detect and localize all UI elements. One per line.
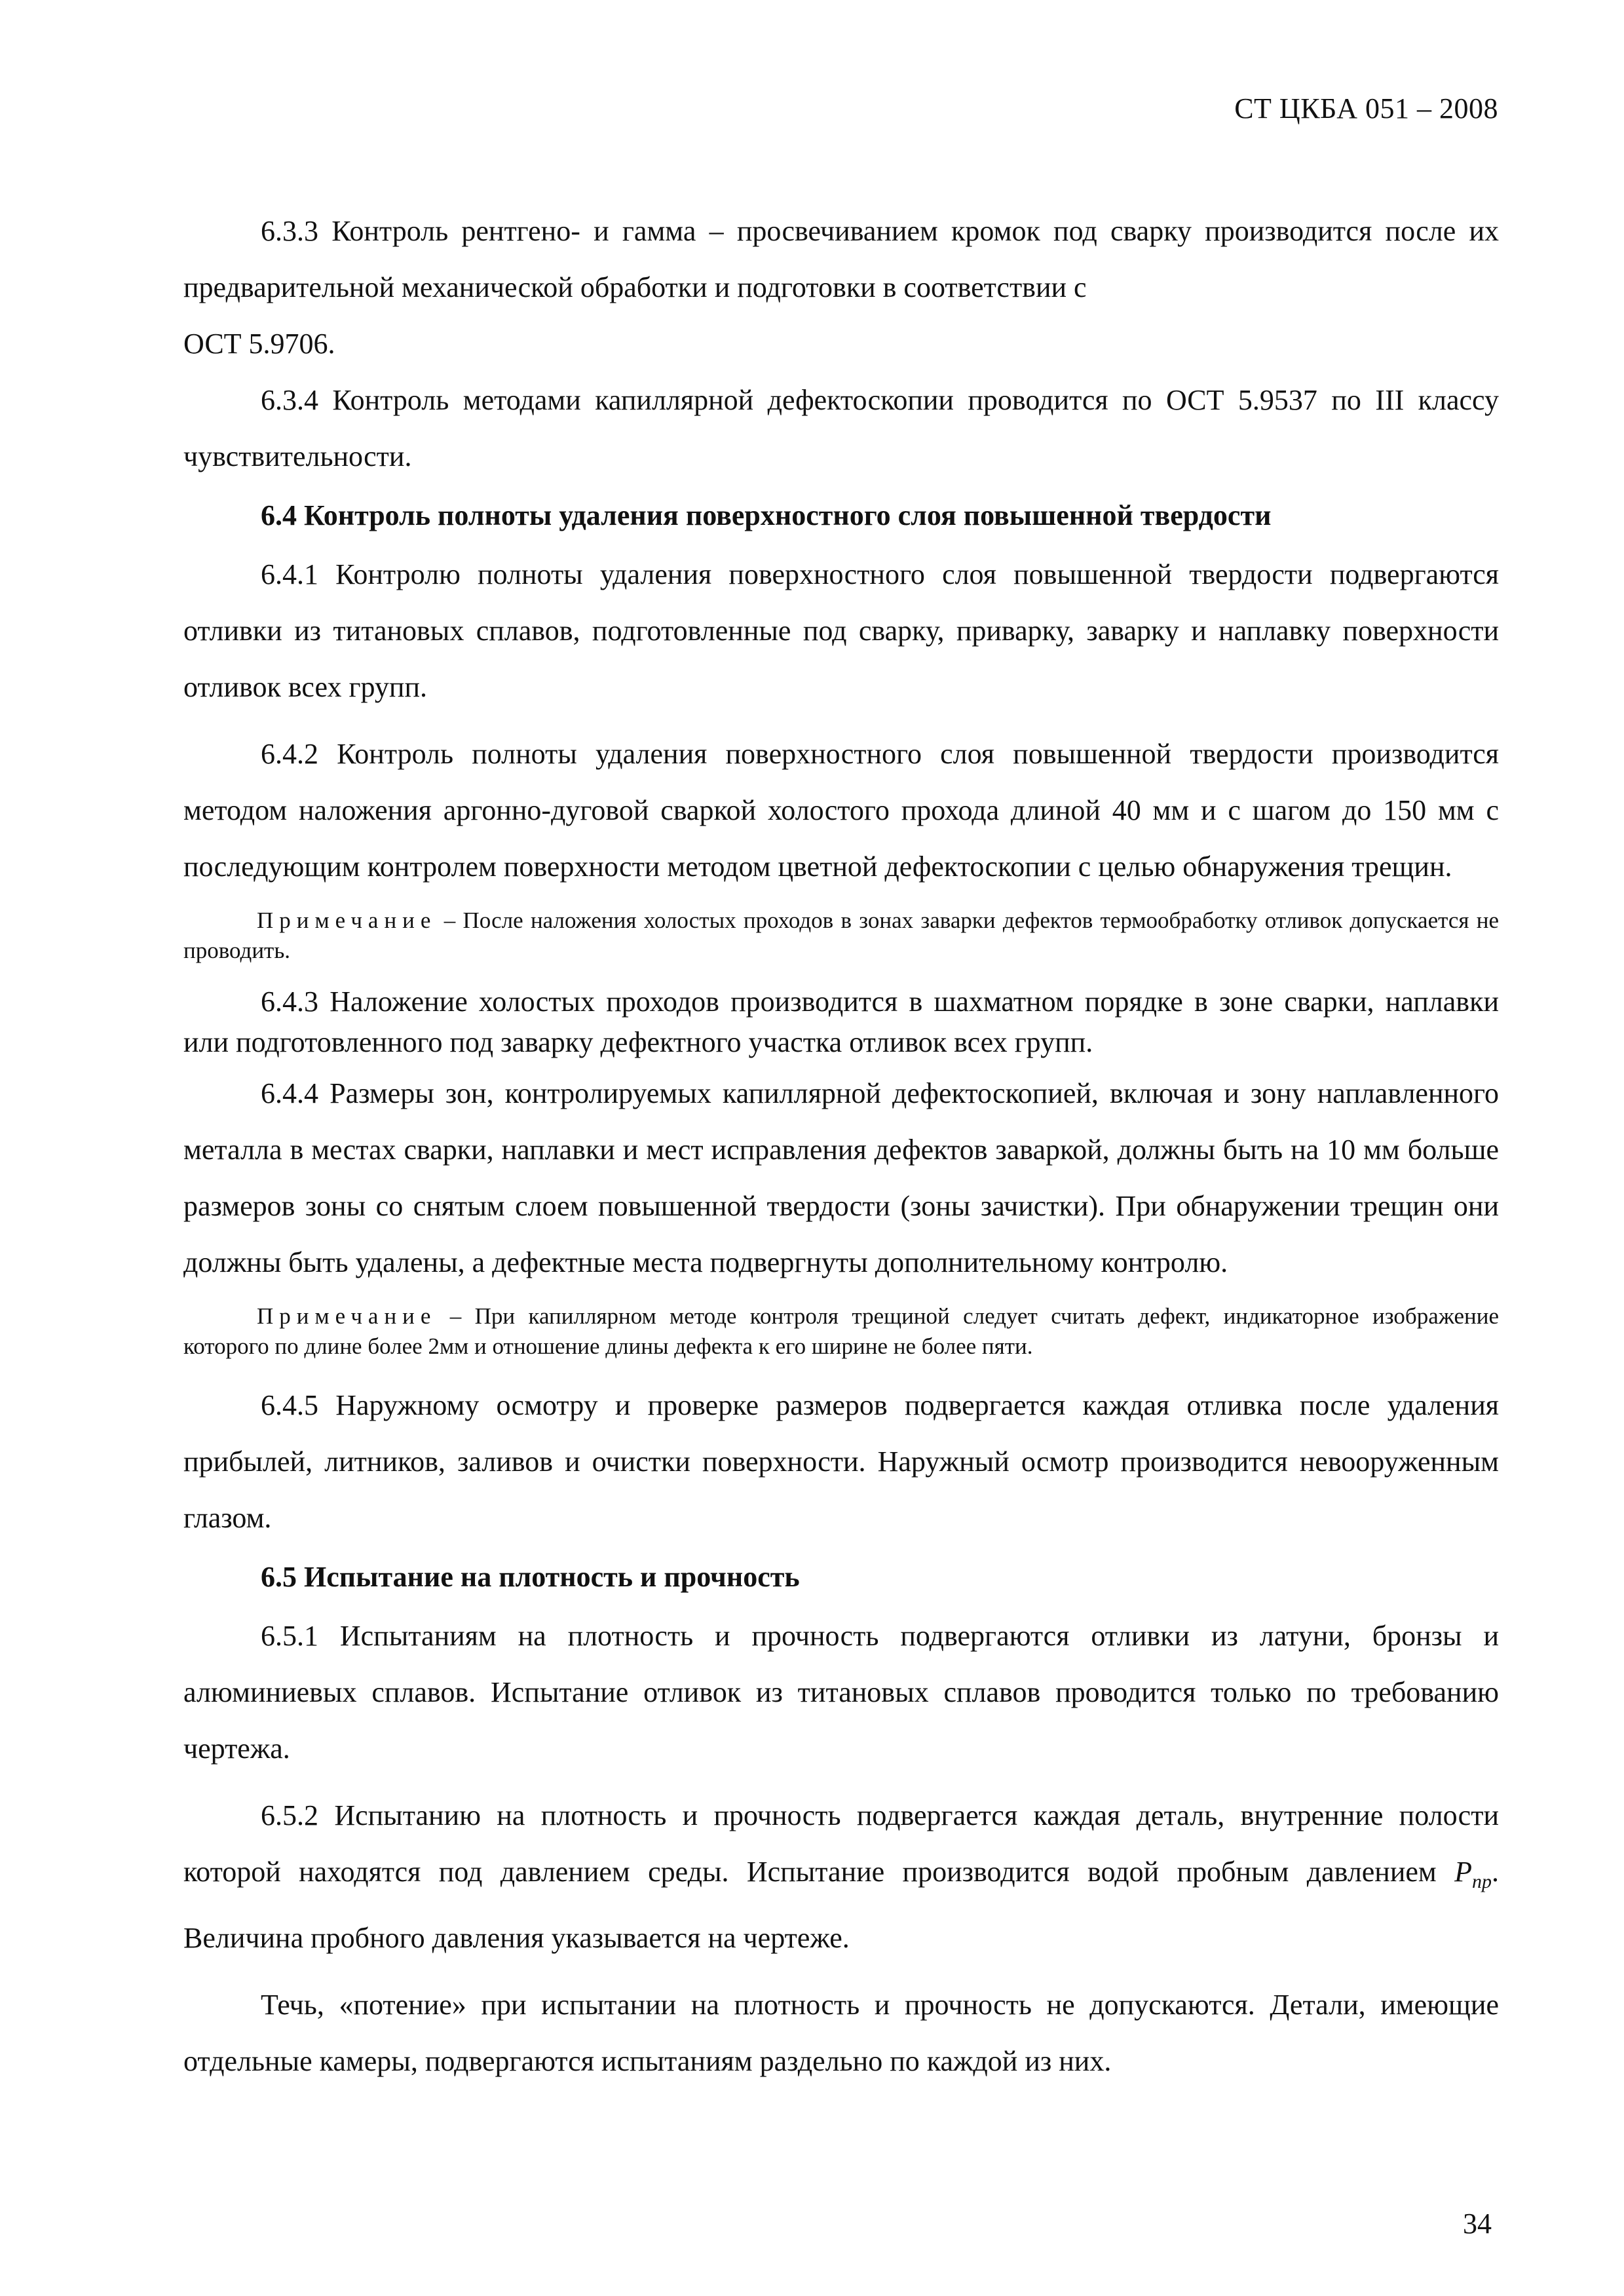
section-heading-6-4: 6.4 Контроль полноты удаления поверхностного слоя повышенной твердости bbox=[261, 499, 1272, 531]
section-heading-6-5: 6.5 Испытание на плотность и прочность bbox=[261, 1561, 800, 1593]
page-number: 34 bbox=[1463, 2208, 1492, 2240]
note-label: Примечание bbox=[257, 1303, 437, 1329]
document-body bbox=[183, 203, 1499, 2090]
note-2 bbox=[183, 1301, 1499, 1362]
paragraph-6-5-1: 6.5.1 Испытаниям на плотность и прочность подвергаются отливки из латуни, бронзы и алюминиевых сплавов. Испытание отливок из титановых сплавов проводится только по требованию чертежа. bbox=[183, 1620, 1499, 1765]
document-code: СТ ЦКБА 051 – 2008 bbox=[1234, 92, 1498, 124]
paragraph-6-4-1: 6.4.1 Контролю полноты удаления поверхностного слоя повышенной твердости подвергаются отливки из титановых сплавов, подготовленные под сварку, приварку, заварку и наплавку поверхности отливок всех групп. bbox=[183, 558, 1499, 703]
paragraph-leakage: Течь, «потение» при испытании на плотность и прочность не допускаются. Детали, имеющие отдельные камеры, подвергаются испытаниям раздельно по каждой из них. bbox=[183, 1989, 1499, 2077]
paragraph-6-3-3: 6.3.3 Контроль рентгено- и гамма – просвечиванием кромок под сварку производится после их предварительной механической обработки и подготовки в соответствии с bbox=[183, 215, 1499, 303]
paragraph-6-5-2-text: 6.5.2 Испытанию на плотность и прочность подвергается каждая деталь, внутренние полости которой находятся под давлением среды. Испытание производится водой пробным давлением bbox=[183, 1799, 1499, 1888]
note-1 bbox=[183, 906, 1499, 966]
paragraph-6-4-4: 6.4.4 Размеры зон, контролируемых капиллярной дефектоскопией, включая и зону наплавленного металла в местах сварки, наплавки и мест исправления дефектов заваркой, должны быть на 10 мм больше размеров зоны со снятым слоем повышенной твердости (зоны зачистки). При обнаружении трещин они должны быть удалены, а дефектные места подвергнуты дополнительному контролю. bbox=[183, 1077, 1499, 1278]
note-text: – При капиллярном методе контроля трещиной следует считать дефект, индикаторное изображение которого по длине более 2мм и отношение длины дефекта к его ширине не более пяти. bbox=[183, 1303, 1499, 1359]
paragraph-6-3-3-cont: ОСТ 5.9706. bbox=[183, 328, 335, 360]
note-text: – После наложения холостых проходов в зонах заварки дефектов термообработку отливок допускается не проводить. bbox=[183, 908, 1499, 963]
paragraph-6-4-2: 6.4.2 Контроль полноты удаления поверхностного слоя повышенной твердости производится методом наложения аргонно-дуговой сваркой холостого прохода длиной 40 мм и с шагом до 150 мм с последующим контролем поверхности методом цветной дефектоскопии с целью обнаружения трещин. bbox=[183, 738, 1499, 883]
paragraph-6-5-2-text-end: . Величина пробного давления указывается на чертеже. bbox=[183, 1856, 1499, 1954]
note-label: Примечание bbox=[257, 908, 437, 933]
paragraph-6-3-4: 6.3.4 Контроль методами капиллярной дефектоскопии проводится по ОСТ 5.9537 по III классу чувствительности. bbox=[183, 384, 1499, 472]
pressure-variable bbox=[1454, 1856, 1492, 1892]
paragraph-6-5-2 bbox=[183, 1788, 1499, 1966]
paragraph-6-4-3: 6.4.3 Наложение холостых проходов производится в шахматном порядке в зоне сварки, наплавки или подготовленного под заварку дефектного участка отливок всех групп. bbox=[183, 985, 1499, 1058]
pressure-symbol: P bbox=[1454, 1856, 1472, 1888]
paragraph-6-4-5: 6.4.5 Наружному осмотру и проверке размеров подвергается каждая отливка после удаления прибылей, литников, заливов и очистки поверхности. Наружный осмотр производится невооруженным глазом. bbox=[183, 1389, 1499, 1534]
pressure-subscript: пр bbox=[1472, 1871, 1492, 1892]
